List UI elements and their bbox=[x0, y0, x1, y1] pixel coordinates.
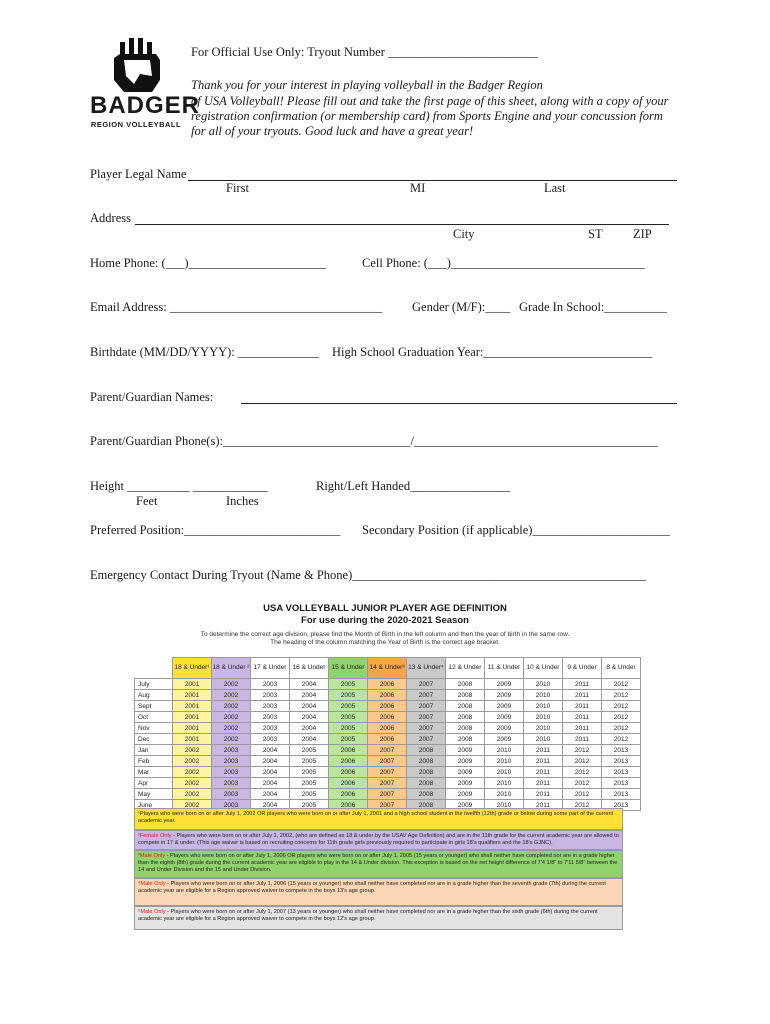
year-cell: 2003 bbox=[212, 767, 251, 778]
note-3-tag: ³Male Only bbox=[138, 853, 166, 859]
year-cell: 2002 bbox=[173, 745, 212, 756]
year-cell: 2002 bbox=[212, 723, 251, 734]
year-cell: 2006 bbox=[329, 767, 368, 778]
year-cell: 2013 bbox=[602, 800, 641, 811]
year-cell: 2004 bbox=[290, 679, 329, 690]
year-cell: 2008 bbox=[446, 723, 485, 734]
year-cell: 2005 bbox=[329, 679, 368, 690]
year-cell: 2004 bbox=[290, 723, 329, 734]
header-cell: 10 & Under bbox=[524, 658, 563, 679]
gender-field[interactable]: Gender (M/F):____ bbox=[412, 300, 511, 314]
year-cell: 2010 bbox=[524, 701, 563, 712]
year-cell: 2009 bbox=[485, 712, 524, 723]
year-cell: 2010 bbox=[485, 767, 524, 778]
year-cell: 2006 bbox=[368, 723, 407, 734]
handed-field[interactable]: Right/Left Handed________________ bbox=[316, 479, 511, 493]
note-1 bbox=[134, 808, 623, 830]
year-cell: 2011 bbox=[524, 767, 563, 778]
table-row bbox=[135, 723, 641, 734]
address-label: Address bbox=[90, 211, 131, 225]
year-cell: 2007 bbox=[407, 734, 446, 745]
note-5-text: - Players who were born on or after July 1, 2007 (13 years or younger) who shall neither have completed nor are in a grade higher than the sixth grade (6th) during the current academic year are eligible for a Region approved waiver to compete in the boys 12's age group. bbox=[138, 909, 598, 922]
year-cell: 2011 bbox=[563, 679, 602, 690]
year-cell: 2010 bbox=[524, 723, 563, 734]
note-2-tag: ²Female Only bbox=[138, 833, 172, 839]
year-cell: 2009 bbox=[446, 767, 485, 778]
month-cell: Feb bbox=[135, 756, 173, 767]
year-cell: 2009 bbox=[446, 789, 485, 800]
year-cell: 2011 bbox=[524, 778, 563, 789]
year-cell: 2009 bbox=[446, 778, 485, 789]
header-cell: 15 & Under bbox=[329, 658, 368, 679]
intro-line-1: Thank you for your interest in playing volleyball in the Badger Region bbox=[191, 78, 543, 92]
year-cell: 2002 bbox=[212, 701, 251, 712]
year-cell: 2011 bbox=[524, 756, 563, 767]
table-row bbox=[135, 778, 641, 789]
year-cell: 2006 bbox=[368, 734, 407, 745]
year-cell: 2006 bbox=[329, 800, 368, 811]
year-cell: 2003 bbox=[251, 690, 290, 701]
year-cell: 2003 bbox=[251, 712, 290, 723]
year-cell: 2004 bbox=[251, 789, 290, 800]
year-cell: 2007 bbox=[368, 745, 407, 756]
table-header-row bbox=[135, 658, 641, 679]
month-cell: Dec bbox=[135, 734, 173, 745]
year-cell: 2009 bbox=[485, 679, 524, 690]
year-cell: 2009 bbox=[485, 734, 524, 745]
year-cell: 2010 bbox=[524, 690, 563, 701]
table-row bbox=[135, 690, 641, 701]
year-cell: 2011 bbox=[563, 734, 602, 745]
year-cell: 2008 bbox=[407, 778, 446, 789]
year-cell: 2009 bbox=[446, 800, 485, 811]
note-4 bbox=[134, 878, 623, 906]
player-name-field[interactable] bbox=[188, 180, 677, 181]
year-cell: 2012 bbox=[602, 679, 641, 690]
logo-brand: BADGER bbox=[90, 92, 201, 119]
year-cell: 2010 bbox=[485, 756, 524, 767]
badger-paw-icon bbox=[90, 36, 182, 96]
year-cell: 2008 bbox=[446, 679, 485, 690]
year-cell: 2007 bbox=[407, 723, 446, 734]
year-cell: 2003 bbox=[212, 778, 251, 789]
month-cell: May bbox=[135, 789, 173, 800]
address-field[interactable] bbox=[135, 224, 669, 225]
mi-label: MI bbox=[410, 181, 426, 195]
header-cell: 9 & Under bbox=[563, 658, 602, 679]
email-field[interactable]: Email Address: __________________________________ bbox=[90, 300, 383, 314]
note-3-text: - Players who were born on or after July 1, 2006 OR players who were born on or after July 1, 2005 (15 years or younger) who shall neither have completed nor are in a grade higher than the eighth (8th) grade during the current academic year are eligible to play in the 14 & Under division. This exception is based on the net height difference of 7'4 1/8" to 7'11 5/8" between the 14 and Under Division and the 15 and Under Division. bbox=[138, 853, 618, 873]
city-label: City bbox=[453, 227, 475, 241]
month-cell: Sept bbox=[135, 701, 173, 712]
year-cell: 2005 bbox=[329, 712, 368, 723]
year-cell: 2012 bbox=[602, 723, 641, 734]
header-cell: 12 & Under bbox=[446, 658, 485, 679]
year-cell: 2001 bbox=[173, 679, 212, 690]
cell-phone-field[interactable]: Cell Phone: (___)_______________________________ bbox=[362, 256, 645, 270]
header-cell: 16 & Under bbox=[290, 658, 329, 679]
year-cell: 2012 bbox=[602, 690, 641, 701]
grade-field[interactable]: Grade In School:__________ bbox=[519, 300, 667, 314]
guardian-names-field[interactable] bbox=[241, 403, 677, 404]
year-cell: 2004 bbox=[251, 800, 290, 811]
year-cell: 2001 bbox=[173, 712, 212, 723]
header-cell: 17 & Under bbox=[251, 658, 290, 679]
year-cell: 2013 bbox=[602, 756, 641, 767]
year-cell: 2012 bbox=[602, 734, 641, 745]
month-cell: July bbox=[135, 679, 173, 690]
age-table-body bbox=[135, 679, 641, 811]
year-cell: 2007 bbox=[368, 800, 407, 811]
header-cell: 14 & Under³ bbox=[368, 658, 407, 679]
year-cell: 2010 bbox=[485, 800, 524, 811]
year-cell: 2005 bbox=[290, 800, 329, 811]
year-cell: 2008 bbox=[407, 767, 446, 778]
note-4-text: - Players who were born on or after July 1, 2006 (15 years or younger) who shall neither have completed nor are in a grade higher than the seventh grade (7th) during the current academic year are eligible for a Region approved waiver to compete in the boys 13's age group. bbox=[138, 881, 606, 894]
note-1-text: ¹Players who were born on or after July 1, 2002 OR players who were born on or after July 1, 2001 and a high school student in the twelfth (12th) grade or below during some part of the current academic year. bbox=[138, 811, 614, 824]
year-cell: 2011 bbox=[524, 789, 563, 800]
year-cell: 2004 bbox=[290, 734, 329, 745]
year-cell: 2006 bbox=[368, 701, 407, 712]
year-cell: 2002 bbox=[173, 778, 212, 789]
year-cell: 2006 bbox=[368, 679, 407, 690]
age-definition-table bbox=[134, 657, 641, 811]
year-cell: 2008 bbox=[407, 745, 446, 756]
year-cell: 2012 bbox=[563, 778, 602, 789]
birthdate-field[interactable]: Birthdate (MM/DD/YYYY): _____________ bbox=[90, 345, 320, 359]
official-use-line: For Official Use Only: Tryout Number ________________________ bbox=[191, 45, 538, 59]
year-cell: 2007 bbox=[407, 712, 446, 723]
emergency-contact-field[interactable]: Emergency Contact During Tryout (Name & Phone)_______________________________________________ bbox=[90, 568, 646, 582]
feet-label: Feet bbox=[136, 494, 158, 508]
preferred-position-field[interactable]: Preferred Position:_________________________ bbox=[90, 523, 341, 537]
header-cell: 13 & Under⁴ bbox=[407, 658, 446, 679]
intro-line-4: for all of your tryouts. Good luck and have a great year! bbox=[191, 124, 474, 138]
zip-label: ZIP bbox=[633, 227, 652, 241]
year-cell: 2009 bbox=[485, 701, 524, 712]
year-cell: 2007 bbox=[368, 756, 407, 767]
year-cell: 2007 bbox=[368, 789, 407, 800]
year-cell: 2004 bbox=[251, 756, 290, 767]
table-row bbox=[135, 712, 641, 723]
year-cell: 2011 bbox=[524, 745, 563, 756]
year-cell: 2011 bbox=[563, 723, 602, 734]
year-cell: 2003 bbox=[251, 734, 290, 745]
year-cell: 2013 bbox=[602, 745, 641, 756]
age-chart-instructions-2: The heading of the column matching the Year of Birth is the correct age bracket. bbox=[270, 639, 500, 646]
header-cell: 18 & Under ² bbox=[212, 658, 251, 679]
age-chart-instructions-1: To determine the correct age division, please find the Month of Birth in the left column and then the year of birth in the same row. bbox=[200, 631, 570, 638]
year-cell: 2003 bbox=[212, 800, 251, 811]
intro-line-2: of USA Volleyball! Please fill out and take the first page of this sheet, along with a copy of your bbox=[191, 94, 669, 108]
year-cell: 2004 bbox=[290, 701, 329, 712]
year-cell: 2003 bbox=[251, 701, 290, 712]
year-cell: 2013 bbox=[602, 767, 641, 778]
month-cell: Oct bbox=[135, 712, 173, 723]
year-cell: 2001 bbox=[173, 734, 212, 745]
year-cell: 2002 bbox=[212, 679, 251, 690]
year-cell: 2008 bbox=[407, 756, 446, 767]
month-cell: Aug bbox=[135, 690, 173, 701]
year-cell: 2003 bbox=[212, 756, 251, 767]
year-cell: 2008 bbox=[407, 800, 446, 811]
year-cell: 2012 bbox=[602, 701, 641, 712]
year-cell: 2010 bbox=[485, 778, 524, 789]
month-cell: Jan bbox=[135, 745, 173, 756]
year-cell: 2006 bbox=[329, 789, 368, 800]
year-cell: 2002 bbox=[173, 800, 212, 811]
age-chart-subtitle: For use during the 2020-2021 Season bbox=[301, 615, 469, 626]
year-cell: 2004 bbox=[251, 767, 290, 778]
year-cell: 2004 bbox=[251, 778, 290, 789]
header-cell: 11 & Under bbox=[485, 658, 524, 679]
year-cell: 2002 bbox=[173, 756, 212, 767]
year-cell: 2005 bbox=[329, 701, 368, 712]
table-corner bbox=[135, 658, 173, 679]
year-cell: 2013 bbox=[602, 789, 641, 800]
year-cell: 2009 bbox=[485, 690, 524, 701]
year-cell: 2006 bbox=[368, 690, 407, 701]
table-row bbox=[135, 701, 641, 712]
hs-grad-field[interactable]: High School Graduation Year:___________________________ bbox=[332, 345, 653, 359]
year-cell: 2006 bbox=[329, 778, 368, 789]
note-5 bbox=[134, 906, 623, 930]
year-cell: 2004 bbox=[251, 745, 290, 756]
table-row bbox=[135, 767, 641, 778]
year-cell: 2006 bbox=[368, 712, 407, 723]
year-cell: 2001 bbox=[173, 690, 212, 701]
note-3 bbox=[134, 850, 623, 878]
player-name-label: Player Legal Name bbox=[90, 167, 187, 181]
year-cell: 2007 bbox=[407, 690, 446, 701]
logo-subtitle: REGION VOLLEYBALL bbox=[90, 120, 182, 129]
header-cell: 18 & Under¹ bbox=[173, 658, 212, 679]
year-cell: 2003 bbox=[251, 723, 290, 734]
year-cell: 2012 bbox=[563, 745, 602, 756]
guardian-phone-field[interactable]: Parent/Guardian Phone(s):______________________________/_______________________________________ bbox=[90, 434, 658, 448]
month-cell: Nov bbox=[135, 723, 173, 734]
year-cell: 2009 bbox=[485, 723, 524, 734]
year-cell: 2001 bbox=[173, 701, 212, 712]
year-cell: 2002 bbox=[212, 690, 251, 701]
year-cell: 2011 bbox=[524, 800, 563, 811]
year-cell: 2007 bbox=[368, 767, 407, 778]
month-cell: Mar bbox=[135, 767, 173, 778]
height-field[interactable]: Height __________ ____________ bbox=[90, 479, 268, 493]
year-cell: 2001 bbox=[173, 723, 212, 734]
year-cell: 2005 bbox=[329, 690, 368, 701]
note-4-tag: ⁴Male Only bbox=[138, 881, 166, 887]
month-cell: June bbox=[135, 800, 173, 811]
year-cell: 2010 bbox=[485, 745, 524, 756]
year-cell: 2010 bbox=[524, 712, 563, 723]
year-cell: 2002 bbox=[173, 767, 212, 778]
year-cell: 2005 bbox=[329, 734, 368, 745]
year-cell: 2003 bbox=[251, 679, 290, 690]
table-row bbox=[135, 745, 641, 756]
note-2 bbox=[134, 830, 623, 850]
header-cell: 8 & Under bbox=[602, 658, 641, 679]
first-label: First bbox=[226, 181, 249, 195]
year-cell: 2010 bbox=[524, 734, 563, 745]
year-cell: 2002 bbox=[212, 734, 251, 745]
month-cell: Apr bbox=[135, 778, 173, 789]
year-cell: 2005 bbox=[290, 756, 329, 767]
inches-label: Inches bbox=[226, 494, 259, 508]
year-cell: 2013 bbox=[602, 778, 641, 789]
year-cell: 2003 bbox=[212, 789, 251, 800]
year-cell: 2011 bbox=[563, 712, 602, 723]
guardian-names-label: Parent/Guardian Names: bbox=[90, 390, 214, 404]
year-cell: 2012 bbox=[563, 767, 602, 778]
year-cell: 2006 bbox=[329, 745, 368, 756]
st-label: ST bbox=[588, 227, 603, 241]
year-cell: 2004 bbox=[290, 690, 329, 701]
secondary-position-field[interactable]: Secondary Position (if applicable)______________________ bbox=[362, 523, 670, 537]
year-cell: 2012 bbox=[563, 800, 602, 811]
home-phone-field[interactable]: Home Phone: (___)______________________ bbox=[90, 256, 327, 270]
year-cell: 2012 bbox=[563, 756, 602, 767]
year-cell: 2011 bbox=[563, 690, 602, 701]
age-chart-title: USA VOLLEYBALL JUNIOR PLAYER AGE DEFINITION bbox=[263, 603, 507, 614]
table-row bbox=[135, 679, 641, 690]
year-cell: 2008 bbox=[446, 690, 485, 701]
badger-logo bbox=[90, 36, 201, 136]
last-label: Last bbox=[544, 181, 566, 195]
table-row bbox=[135, 789, 641, 800]
year-cell: 2002 bbox=[212, 712, 251, 723]
year-cell: 2009 bbox=[446, 745, 485, 756]
intro-line-3: registration confirmation (or membership card) from Sports Engine and your concussion form bbox=[191, 109, 663, 123]
table-row bbox=[135, 734, 641, 745]
note-2-text: - Players who were born on or after July 1, 2002, (who are defined as 18 & under by the USAV Age Definition) and are in the 11th grade for the current academic year are allowed to compete in 17 & under. (This age waiver is based on recruiting concerns for 11th grade girls previously required to participate in girls 18's qualifiers and the 18's GJNC). bbox=[138, 833, 619, 846]
year-cell: 2005 bbox=[290, 767, 329, 778]
year-cell: 2012 bbox=[602, 712, 641, 723]
year-cell: 2009 bbox=[446, 756, 485, 767]
year-cell: 2004 bbox=[290, 712, 329, 723]
year-cell: 2005 bbox=[290, 789, 329, 800]
year-cell: 2012 bbox=[563, 789, 602, 800]
year-cell: 2005 bbox=[290, 745, 329, 756]
year-cell: 2003 bbox=[212, 745, 251, 756]
year-cell: 2011 bbox=[563, 701, 602, 712]
year-cell: 2007 bbox=[407, 701, 446, 712]
year-cell: 2002 bbox=[173, 789, 212, 800]
year-cell: 2008 bbox=[446, 701, 485, 712]
year-cell: 2005 bbox=[290, 778, 329, 789]
year-cell: 2008 bbox=[446, 734, 485, 745]
year-cell: 2007 bbox=[407, 679, 446, 690]
year-cell: 2008 bbox=[407, 789, 446, 800]
year-cell: 2010 bbox=[524, 679, 563, 690]
year-cell: 2007 bbox=[368, 778, 407, 789]
year-cell: 2010 bbox=[485, 789, 524, 800]
year-cell: 2005 bbox=[329, 723, 368, 734]
note-5-tag: ⁵Male Only bbox=[138, 909, 166, 915]
table-row bbox=[135, 756, 641, 767]
year-cell: 2006 bbox=[329, 756, 368, 767]
year-cell: 2008 bbox=[446, 712, 485, 723]
